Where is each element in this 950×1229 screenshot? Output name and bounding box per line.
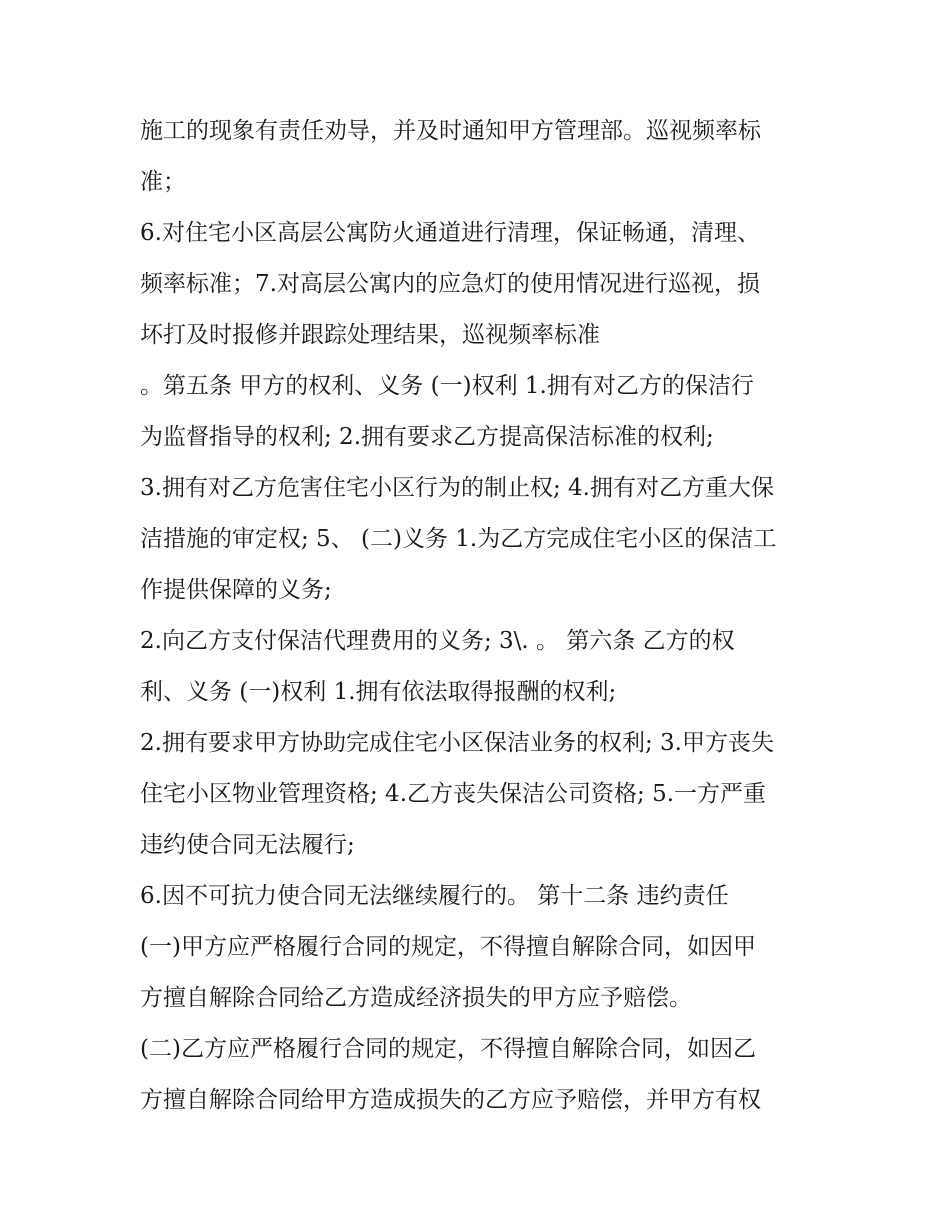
text-line: 坏打及时报修并跟踪处理结果，巡视频率标准 [140,322,600,348]
body-text [140,106,820,1126]
text-line: 2.拥有要求甲方协助完成住宅小区保洁业务的权利; 3.甲方丧失 [140,730,774,756]
text-line: 3.拥有对乙方危害住宅小区行为的制止权; 4.拥有对乙方重大保 [140,475,774,501]
text-line: (一)甲方应严格履行合同的规定，不得擅自解除合同，如因甲 [140,934,756,960]
text-line: 方擅自解除合同给甲方造成损失的乙方应予赔偿，并甲方有权 [140,1087,761,1113]
text-line: 利、义务 (一)权利 1.拥有依法取得报酬的权利; [140,679,617,705]
text-line: 频率标准；7.对高层公寓内的应急灯的使用情况进行巡视，损 [140,271,760,297]
text-line: (二)乙方应严格履行合同的规定，不得擅自解除合同，如因乙 [140,1036,756,1062]
text-line: 作提供保障的义务; [140,577,332,603]
text-line: 洁措施的审定权; 5、 (二)义务 1.为乙方完成住宅小区的保洁工 [140,526,777,552]
text-line: 准； [140,169,186,195]
text-line: 2.向乙方支付保洁代理费用的义务; 3\. 。 第六条 乙方的权 [140,628,735,654]
text-line: 为监督指导的权利; 2.拥有要求乙方提高保洁标准的权利; [140,424,714,450]
text-line: 。第五条 甲方的权利、义务 (一)权利 1.拥有对乙方的保洁行 [140,373,754,399]
text-line: 6.因不可抗力使合同无法继续履行的。 第十二条 违约责任 [140,883,729,909]
text-line: 违约使合同无法履行; [140,832,355,858]
text-line: 施工的现象有责任劝导，并及时通知甲方管理部。巡视频率标 [140,118,761,144]
text-line: 方擅自解除合同给乙方造成经济损失的甲方应予赔偿。 [140,985,692,1011]
text-line: 6.对住宅小区高层公寓防火通道进行清理，保证畅通，清理、 [140,220,760,246]
text-line: 住宅小区物业管理资格; 4.乙方丧失保洁公司资格; 5.一方严重 [140,781,767,807]
